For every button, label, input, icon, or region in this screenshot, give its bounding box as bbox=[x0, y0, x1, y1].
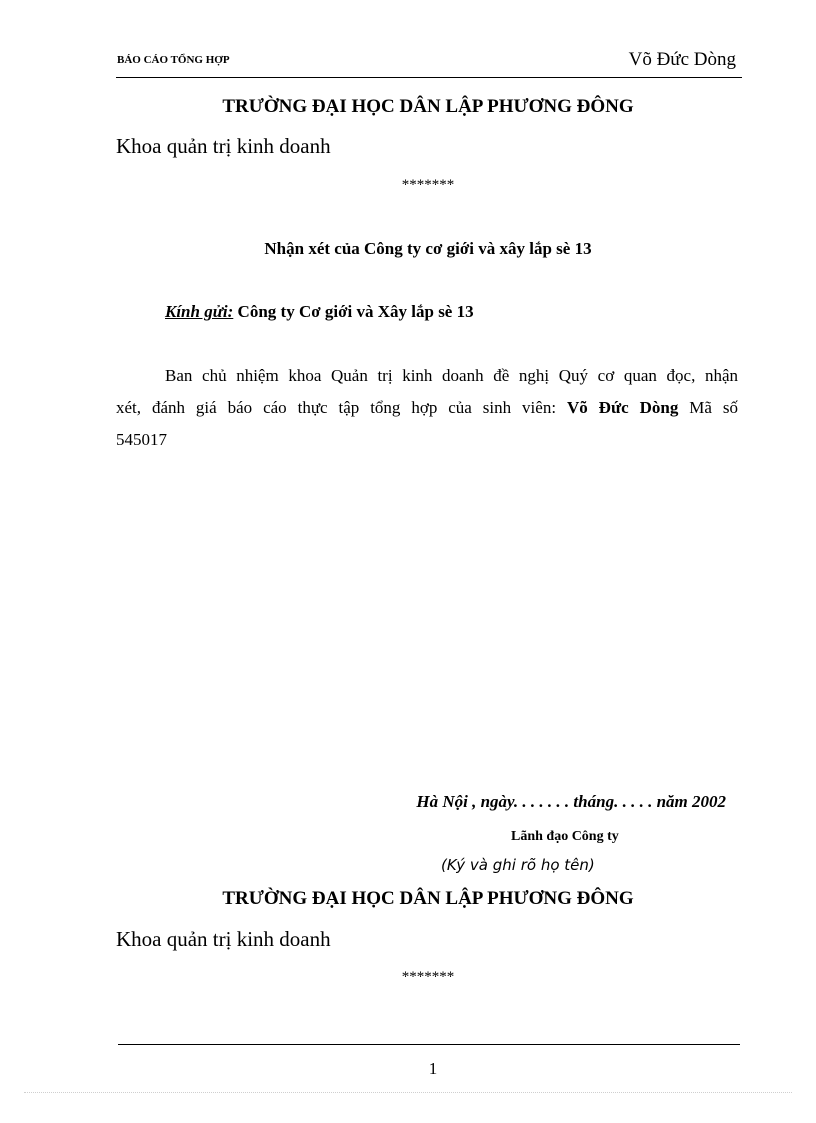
body-line-1: Ban chủ nhiệm khoa Quản trị kinh doanh đề nghị Quý cơ quan đọc, nhận bbox=[165, 366, 738, 385]
signature-note: (Ký và ghi rõ họ tên) bbox=[441, 856, 595, 874]
school-name-repeat: TRƯỜNG ĐẠI HỌC DÂN LẬP PHƯƠNG ĐÔNG bbox=[222, 888, 634, 909]
body-line-2 bbox=[116, 392, 738, 424]
salutation-label: Kính gửi: bbox=[165, 302, 234, 321]
body-paragraph bbox=[116, 360, 738, 456]
school-name: TRƯỜNG ĐẠI HỌC DÂN LẬP PHƯƠNG ĐÔNG bbox=[222, 96, 634, 117]
salutation-recipient: Công ty Cơ giới và Xây lắp sè 13 bbox=[233, 302, 474, 321]
page-title: Nhận xét của Công ty cơ giới và xây lắp sè 13 bbox=[264, 239, 592, 258]
page-number: 1 bbox=[428, 1059, 438, 1078]
running-header-author: Võ Đức Dòng bbox=[628, 49, 736, 70]
page-bottom-edge bbox=[24, 1092, 792, 1093]
student-id-label: Mã số bbox=[678, 398, 738, 417]
date-line: Hà Nội , ngày. . . . . . . tháng. . . . . năm 2002 bbox=[416, 792, 726, 811]
header-rule bbox=[116, 77, 742, 78]
body-line-2-text: xét, đánh giá báo cáo thực tập tổng hợp của sinh viên: bbox=[116, 398, 567, 417]
faculty-name-repeat: Khoa quản trị kinh doanh bbox=[116, 927, 331, 951]
student-name: Võ Đức Dòng bbox=[566, 398, 679, 417]
stars-divider-repeat: ******* bbox=[401, 969, 455, 985]
stars-divider: ******* bbox=[401, 177, 455, 193]
running-header-left: BÁO CÁO TỔNG HỢP bbox=[117, 54, 230, 66]
footer-rule bbox=[118, 1044, 740, 1045]
student-id: 545017 bbox=[116, 430, 167, 449]
faculty-name: Khoa quản trị kinh doanh bbox=[116, 134, 331, 158]
salutation bbox=[165, 302, 474, 322]
company-leader-label: Lãnh đạo Công ty bbox=[511, 829, 619, 844]
